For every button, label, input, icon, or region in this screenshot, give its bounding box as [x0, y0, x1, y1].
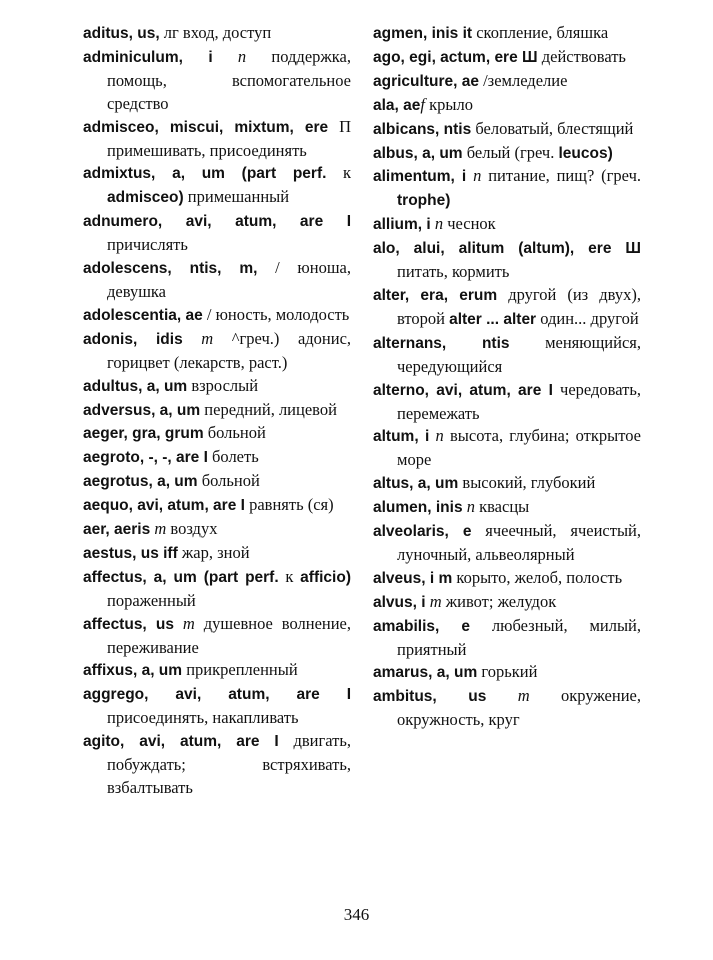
dictionary-entry [83, 613, 351, 660]
dictionary-entry [83, 566, 351, 613]
dictionary-entry [83, 22, 351, 46]
definition-text: высота, глубина; открытое море [397, 426, 642, 470]
dictionary-entry [373, 567, 641, 591]
dictionary-entry [83, 162, 351, 210]
definition-text: присоединять, накапливать [107, 708, 299, 728]
headword: affectus, us [83, 615, 174, 633]
dictionary-entry [83, 116, 351, 163]
headword: adolescens, ntis, m, [83, 260, 258, 278]
definition-text: двигать, побуждать; встряхивать, взбалтывать [107, 731, 351, 797]
latin-term: trophe) [397, 192, 451, 210]
dictionary-entry [373, 118, 641, 142]
dictionary-entry [373, 472, 641, 496]
headword: aggrego, avi, atum, are I [83, 686, 351, 704]
dictionary-entry [83, 470, 351, 494]
definition-text: больной [203, 423, 266, 443]
grammar-mark: m [201, 328, 214, 348]
page-number: 346 [343, 905, 370, 924]
headword: amabilis, e [373, 617, 471, 635]
headword: adolescentia, ae [83, 306, 203, 324]
dictionary-entry [83, 257, 351, 304]
dictionary-entry [373, 520, 641, 567]
dictionary-entry [373, 332, 641, 379]
latin-term: leucos) [558, 144, 613, 162]
dictionary-entry [83, 422, 351, 446]
dictionary-entry [83, 518, 351, 542]
headword: agmen, inis it [373, 25, 473, 42]
grammar-mark: n [473, 166, 482, 186]
headword: adversus, a, um [83, 401, 201, 419]
headword: altus, a, um [373, 475, 459, 493]
definition-text: ^греч.) адонис, горицвет (лекарств, раст.) [107, 328, 352, 372]
definition-text: крыло [425, 94, 473, 114]
headword: alo, alui, alitum (altum), ere Ш [373, 240, 641, 258]
dictionary-entry [373, 22, 641, 46]
definition-text: взрослый [187, 375, 259, 395]
definition-text [486, 686, 517, 705]
headword: ambitus, us [373, 688, 487, 706]
dictionary-entry [373, 213, 641, 237]
headword: aer, aeris [83, 521, 151, 539]
headword: alvus, i [373, 593, 426, 611]
latin-term: alter ... alter [449, 310, 537, 328]
definition-text: беловатый, блестящий [471, 118, 634, 138]
definition-text [213, 47, 238, 66]
definition-text: живот; желудок [441, 591, 557, 611]
dictionary-entry [373, 425, 641, 472]
headword: adultus, a, um [83, 377, 188, 395]
headword: agriculture, ae [373, 72, 479, 90]
definition-text: П примешивать, присоединять [107, 116, 352, 160]
grammar-mark: m [182, 613, 195, 633]
dictionary-entry [83, 210, 351, 257]
definition-text: жар, зной [177, 542, 250, 562]
definition-text: квасцы [474, 497, 530, 517]
dictionary-entry [83, 328, 351, 375]
headword: aestus, us iff [83, 544, 178, 562]
grammar-mark: f [420, 94, 425, 114]
definition-text: прикрепленный [182, 660, 298, 680]
definition-text: питать, кормить [397, 262, 510, 282]
definition-text: лг вход, доступ [159, 23, 272, 42]
headword: alterno, avi, atum, are I [373, 381, 553, 399]
dictionary-entry [373, 46, 641, 70]
dictionary-entry [373, 94, 641, 118]
headword: adminiculum, i [83, 48, 213, 66]
definition-text: корыто, желоб, полость [452, 567, 623, 587]
definition-text: равнять (ся) [244, 495, 334, 515]
dictionary-entry [373, 685, 641, 732]
dictionary-entry [373, 70, 641, 94]
headword: aegrotus, a, um [83, 473, 198, 491]
headword: albus, a, um [373, 144, 463, 162]
definition-text: душевное волнение, переживание [107, 613, 352, 657]
headword: aequo, avi, atum, are I [83, 497, 245, 515]
left-column [83, 22, 351, 800]
headword: altum, i [373, 428, 430, 446]
definition-text: чеснок [443, 214, 496, 234]
headword: aeger, gra, grum [83, 425, 204, 443]
headword: amarus, a, um [373, 664, 478, 682]
definition-text: питание, пищ? (греч. [481, 166, 642, 186]
definition-text: скопление, бляшка [472, 23, 609, 42]
headword: ago, egi, actum, ere Ш [373, 48, 538, 66]
definition-text: любезный, милый, приятный [397, 615, 642, 659]
definition-text: больной [197, 471, 260, 491]
grammar-mark: n [237, 46, 247, 66]
headword: affixus, a, um [83, 662, 183, 680]
headword: alveus, i m [373, 569, 453, 587]
dictionary-entry [83, 399, 351, 423]
grammar-mark: n [434, 214, 444, 234]
headword: adnumero, avi, atum, are I [83, 213, 351, 231]
definition-text: поддержка, помощь, вспомогательное средство [107, 46, 352, 113]
headword: affectus, a, um (part perf. [83, 568, 279, 586]
definition-text: /земледелие [478, 70, 568, 90]
dictionary-entry [373, 165, 641, 213]
headword: aditus, us, [83, 25, 160, 42]
dictionary-entry [83, 659, 351, 683]
headword: admisceo, miscui, mixtum, ere [83, 118, 329, 136]
definition-text: к [278, 566, 301, 586]
headword: albicans, ntis [373, 120, 472, 138]
dictionary-entry [83, 46, 351, 116]
headword: alter, era, erum [373, 286, 498, 304]
grammar-mark: m [154, 519, 167, 539]
definition-text: передний, лицевой [200, 399, 337, 419]
headword: aegroto, -, -, are I [83, 449, 208, 467]
definition-text [183, 329, 202, 348]
dictionary-entry [373, 591, 641, 615]
grammar-mark: m [517, 686, 530, 706]
dictionary-entry [83, 446, 351, 470]
headword: ala, ae [373, 96, 421, 114]
definition-text: высокий, глубокий [458, 473, 596, 493]
dictionary-entry [83, 730, 351, 800]
dictionary-entry [373, 237, 641, 284]
dictionary-entry [373, 615, 641, 662]
definition-text: один... другой [536, 308, 639, 328]
definition-text: воздух [166, 519, 218, 539]
dictionary-entry [373, 496, 641, 520]
dictionary-entry [373, 379, 641, 426]
grammar-mark: n [466, 497, 475, 517]
headword: alimentum, i [373, 168, 467, 186]
definition-text: ячеечный, ячеистый, луночный, альвеолярный [397, 521, 641, 564]
right-column [373, 22, 641, 732]
definition-text: к [326, 163, 351, 183]
headword: agito, avi, atum, are I [83, 733, 279, 751]
definition-text: пораженный [107, 590, 196, 610]
definition-text: окружение, окружность, круг [397, 686, 641, 730]
dictionary-entry [373, 661, 641, 685]
latin-term: admisceo) [107, 189, 184, 207]
headword: alternans, ntis [373, 334, 510, 352]
headword: admixtus, a, um (part perf. [83, 165, 327, 183]
dictionary-entry [373, 284, 641, 332]
headword: alumen, inis [373, 499, 463, 517]
definition-text [174, 614, 183, 633]
headword: adonis, idis [83, 330, 183, 348]
latin-term: afficio) [300, 568, 351, 586]
dictionary-entry [373, 142, 641, 166]
definition-text: причислять [107, 235, 188, 255]
definition-text: примешанный [183, 187, 290, 207]
grammar-mark: n [435, 426, 444, 446]
definition-text: меняющийся, чередующийся [397, 332, 642, 376]
definition-text: действовать [537, 46, 626, 66]
dictionary-entry [83, 375, 351, 399]
dictionary-entry [83, 304, 351, 328]
definition-text: болеть [207, 447, 259, 467]
headword: alveolaris, e [373, 523, 472, 541]
headword: allium, i [373, 216, 431, 234]
dictionary-entry [83, 683, 351, 730]
definition-text: чередовать, перемежать [397, 379, 642, 423]
definition-text: / юноша, девушка [107, 258, 351, 301]
definition-text: горький [477, 662, 538, 682]
dictionary-entry [83, 494, 351, 518]
definition-text: другой (из двух), второй [397, 284, 641, 328]
dictionary-entry [83, 542, 351, 566]
grammar-mark: m [429, 591, 442, 611]
definition-text: белый (греч. [462, 142, 559, 162]
definition-text: / юность, молодость [202, 304, 350, 324]
